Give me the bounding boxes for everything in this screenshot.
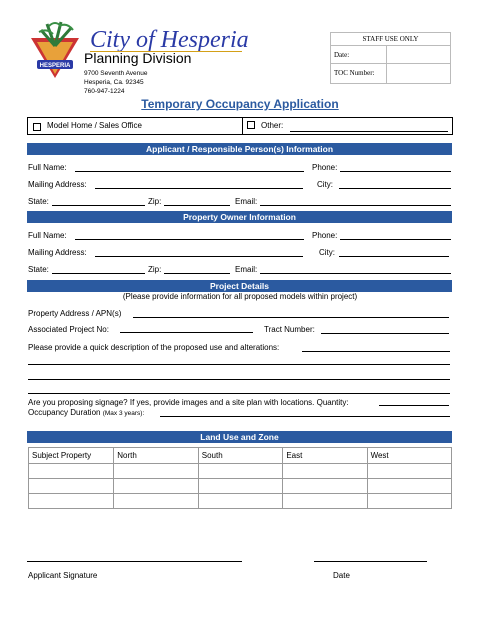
applicant-city-label: City: bbox=[317, 180, 333, 189]
city-logo bbox=[27, 16, 83, 80]
applicant-signature-field[interactable] bbox=[27, 561, 242, 562]
division-name: Planning Division bbox=[84, 50, 192, 66]
land-use-col-subject: Subject Property bbox=[29, 448, 114, 464]
land-use-col-north: North bbox=[114, 448, 199, 464]
land-use-col-south: South bbox=[198, 448, 283, 464]
table-cell[interactable] bbox=[29, 479, 114, 494]
owner-mailing-label: Mailing Address: bbox=[28, 248, 87, 257]
table-row bbox=[29, 479, 452, 494]
duration-label bbox=[28, 408, 144, 417]
owner-full-name-label: Full Name: bbox=[28, 231, 67, 240]
table-cell[interactable] bbox=[367, 494, 451, 509]
description-field-line4[interactable] bbox=[28, 393, 450, 394]
staff-use-title: STAFF USE ONLY bbox=[362, 35, 419, 43]
owner-phone-label: Phone: bbox=[312, 231, 338, 240]
table-cell[interactable] bbox=[283, 494, 367, 509]
other-input[interactable] bbox=[290, 131, 448, 132]
table-cell[interactable] bbox=[114, 464, 199, 479]
applicant-state-field[interactable] bbox=[52, 205, 145, 206]
staff-use-box bbox=[330, 32, 451, 84]
table-row bbox=[29, 464, 452, 479]
applicant-city-field[interactable] bbox=[339, 188, 451, 189]
signature-date-field[interactable] bbox=[314, 561, 427, 562]
description-field-line3[interactable] bbox=[28, 379, 450, 380]
table-cell[interactable] bbox=[114, 479, 199, 494]
property-address-label: Property Address / APN(s) bbox=[28, 309, 122, 318]
owner-zip-label: Zip: bbox=[148, 265, 162, 274]
applicant-phone-field[interactable] bbox=[340, 171, 451, 172]
land-use-col-east: East bbox=[283, 448, 367, 464]
table-cell[interactable] bbox=[198, 464, 283, 479]
other-checkbox[interactable] bbox=[247, 121, 255, 129]
other-label: Other: bbox=[261, 121, 284, 130]
applicant-zip-field[interactable] bbox=[164, 205, 230, 206]
applicant-mailing-label: Mailing Address: bbox=[28, 180, 87, 189]
land-use-section-header: Land Use and Zone bbox=[27, 431, 452, 443]
city-name: City of Hesperia bbox=[90, 27, 249, 53]
owner-email-label: Email: bbox=[235, 265, 258, 274]
duration-field[interactable] bbox=[160, 416, 450, 417]
owner-section-header: Property Owner Information bbox=[27, 211, 452, 223]
applicant-full-name-field[interactable] bbox=[75, 171, 304, 172]
table-cell[interactable] bbox=[29, 494, 114, 509]
owner-state-field[interactable] bbox=[52, 273, 145, 274]
land-use-col-west: West bbox=[367, 448, 451, 464]
phone-number: 760-947-1224 bbox=[84, 88, 125, 95]
table-cell[interactable] bbox=[29, 464, 114, 479]
staff-date-label: Date: bbox=[334, 51, 350, 59]
table-row bbox=[29, 494, 452, 509]
table-cell[interactable] bbox=[198, 479, 283, 494]
associated-project-label: Associated Project No: bbox=[28, 325, 109, 334]
associated-project-field[interactable] bbox=[120, 332, 253, 333]
address-line1: 9700 Seventh Avenue bbox=[84, 70, 148, 77]
form-title: Temporary Occupancy Application bbox=[141, 97, 339, 111]
table-cell[interactable] bbox=[198, 494, 283, 509]
signage-prompt: Are you proposing signage? If yes, provide images and a site plan with locations. Quantity: bbox=[28, 398, 349, 407]
applicant-signature-label: Applicant Signature bbox=[28, 571, 98, 580]
owner-full-name-field[interactable] bbox=[75, 239, 304, 240]
staff-toc-label: TOC Number: bbox=[334, 69, 375, 77]
applicant-phone-label: Phone: bbox=[312, 163, 338, 172]
table-cell[interactable] bbox=[283, 464, 367, 479]
model-home-label: Model Home / Sales Office bbox=[47, 121, 143, 130]
owner-phone-field[interactable] bbox=[340, 239, 451, 240]
model-home-checkbox[interactable] bbox=[33, 123, 41, 131]
applicant-email-label: Email: bbox=[235, 197, 258, 206]
applicant-email-field[interactable] bbox=[260, 205, 451, 206]
duration-note: (Max 3 years): bbox=[102, 410, 145, 417]
description-prompt: Please provide a quick description of the proposed use and alterations: bbox=[28, 343, 280, 352]
duration-label-text: Occupancy Duration bbox=[28, 408, 101, 417]
svg-text:HESPERIA: HESPERIA bbox=[39, 63, 71, 69]
signage-quantity-field[interactable] bbox=[379, 405, 449, 406]
owner-city-label: City: bbox=[319, 248, 335, 257]
tract-number-label: Tract Number: bbox=[264, 325, 315, 334]
owner-email-field[interactable] bbox=[260, 273, 451, 274]
description-field-line2[interactable] bbox=[28, 364, 450, 365]
applicant-section-header: Applicant / Responsible Person(s) Information bbox=[27, 143, 452, 155]
applicant-mailing-field[interactable] bbox=[95, 188, 303, 189]
type-selection-box bbox=[27, 117, 453, 135]
owner-state-label: State: bbox=[28, 265, 49, 274]
project-section-header: Project Details bbox=[27, 280, 452, 292]
owner-mailing-field[interactable] bbox=[95, 256, 303, 257]
owner-zip-field[interactable] bbox=[164, 273, 230, 274]
table-cell[interactable] bbox=[283, 479, 367, 494]
address-line2: Hesperia, Ca. 92345 bbox=[84, 79, 144, 86]
table-cell[interactable] bbox=[367, 464, 451, 479]
land-use-header-row bbox=[29, 448, 452, 464]
project-subheading: (Please provide information for all proposed models within project) bbox=[122, 292, 358, 301]
land-use-table bbox=[28, 447, 452, 509]
owner-city-field[interactable] bbox=[339, 256, 449, 257]
applicant-full-name-label: Full Name: bbox=[28, 163, 67, 172]
tract-number-field[interactable] bbox=[321, 333, 449, 334]
table-cell[interactable] bbox=[367, 479, 451, 494]
signature-date-label: Date bbox=[333, 571, 350, 580]
applicant-zip-label: Zip: bbox=[148, 197, 162, 206]
applicant-state-label: State: bbox=[28, 197, 49, 206]
table-cell[interactable] bbox=[114, 494, 199, 509]
property-address-field[interactable] bbox=[133, 317, 449, 318]
description-field-line1[interactable] bbox=[302, 351, 450, 352]
